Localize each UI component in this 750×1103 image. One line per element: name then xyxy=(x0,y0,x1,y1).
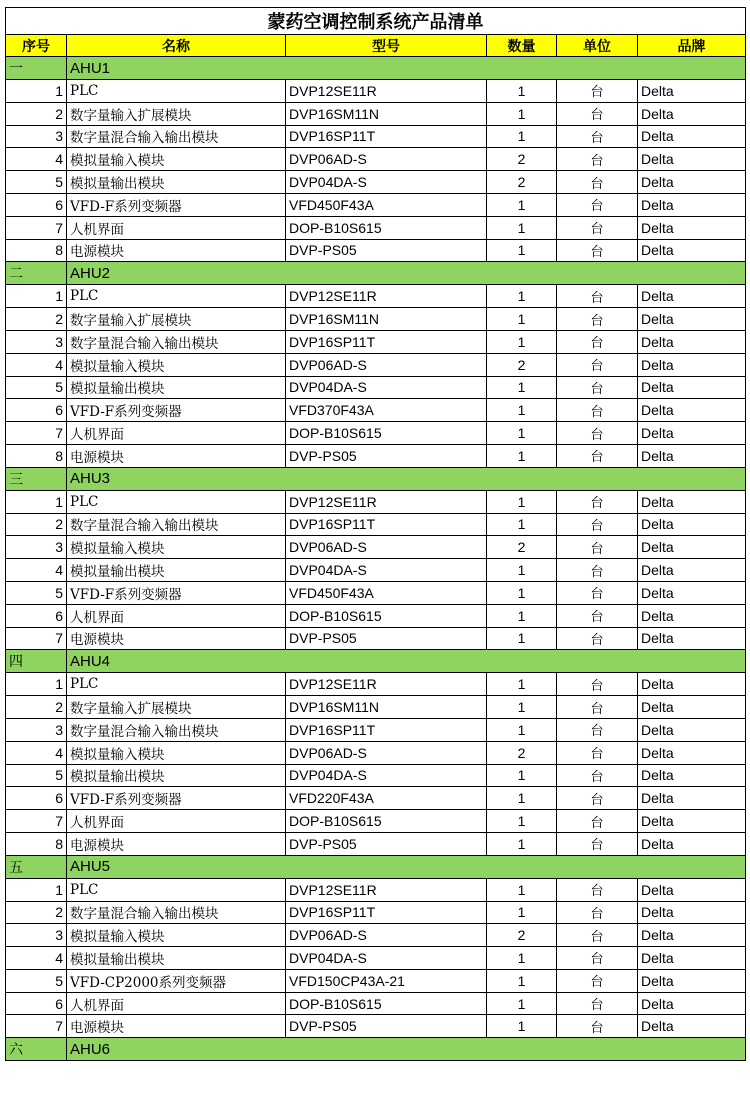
product-list-sheet xyxy=(5,7,745,1061)
cell-model: DVP12SE11R xyxy=(286,673,487,696)
table-row xyxy=(6,376,746,399)
cell-model: DVP06AD-S xyxy=(286,924,487,947)
cell-name: 人机界面 xyxy=(67,422,286,445)
cell-qty: 1 xyxy=(487,444,557,467)
cell-model: DVP06AD-S xyxy=(286,148,487,171)
cell-no: 8 xyxy=(6,832,67,855)
cell-no: 6 xyxy=(6,992,67,1015)
group-name: AHU5 xyxy=(67,855,746,878)
cell-brand: Delta xyxy=(638,513,746,536)
cell-brand: Delta xyxy=(638,832,746,855)
cell-no: 7 xyxy=(6,810,67,833)
cell-qty: 1 xyxy=(487,559,557,582)
cell-model: DVP16SM11N xyxy=(286,102,487,125)
cell-name: 电源模块 xyxy=(67,1015,286,1038)
cell-name: 电源模块 xyxy=(67,832,286,855)
cell-qty: 1 xyxy=(487,308,557,331)
cell-no: 1 xyxy=(6,878,67,901)
cell-brand: Delta xyxy=(638,353,746,376)
cell-brand: Delta xyxy=(638,376,746,399)
table-row xyxy=(6,353,746,376)
cell-name: VFD-F系列变频器 xyxy=(67,787,286,810)
cell-qty: 1 xyxy=(487,80,557,103)
cell-brand: Delta xyxy=(638,741,746,764)
cell-model: DVP04DA-S xyxy=(286,947,487,970)
cell-name: 模拟量输出模块 xyxy=(67,764,286,787)
cell-unit: 台 xyxy=(557,673,638,696)
cell-name: 模拟量输入模块 xyxy=(67,741,286,764)
cell-brand: Delta xyxy=(638,581,746,604)
cell-name: 数字量混合输入输出模块 xyxy=(67,330,286,353)
cell-no: 3 xyxy=(6,125,67,148)
cell-qty: 1 xyxy=(487,490,557,513)
cell-unit: 台 xyxy=(557,490,638,513)
cell-name: 电源模块 xyxy=(67,444,286,467)
cell-name: VFD-CP2000系列变频器 xyxy=(67,969,286,992)
cell-qty: 1 xyxy=(487,673,557,696)
cell-no: 6 xyxy=(6,399,67,422)
cell-qty: 2 xyxy=(487,148,557,171)
cell-qty: 1 xyxy=(487,513,557,536)
cell-model: DVP04DA-S xyxy=(286,559,487,582)
table-row xyxy=(6,193,746,216)
cell-no: 5 xyxy=(6,969,67,992)
table-row xyxy=(6,878,746,901)
cell-no: 1 xyxy=(6,673,67,696)
cell-brand: Delta xyxy=(638,239,746,262)
header-model: 型号 xyxy=(286,35,487,57)
cell-brand: Delta xyxy=(638,399,746,422)
cell-unit: 台 xyxy=(557,627,638,650)
cell-name: 数字量混合输入输出模块 xyxy=(67,718,286,741)
cell-unit: 台 xyxy=(557,1015,638,1038)
cell-qty: 2 xyxy=(487,171,557,194)
cell-no: 8 xyxy=(6,239,67,262)
cell-brand: Delta xyxy=(638,947,746,970)
cell-model: VFD220F43A xyxy=(286,787,487,810)
cell-brand: Delta xyxy=(638,787,746,810)
cell-unit: 台 xyxy=(557,102,638,125)
group-row xyxy=(6,650,746,673)
cell-brand: Delta xyxy=(638,878,746,901)
header-qty: 数量 xyxy=(487,35,557,57)
cell-model: DVP16SM11N xyxy=(286,696,487,719)
table-row xyxy=(6,627,746,650)
table-row xyxy=(6,399,746,422)
table-row xyxy=(6,718,746,741)
table-row xyxy=(6,559,746,582)
cell-name: 模拟量输入模块 xyxy=(67,148,286,171)
cell-brand: Delta xyxy=(638,330,746,353)
table-row xyxy=(6,148,746,171)
cell-qty: 1 xyxy=(487,969,557,992)
group-name: AHU4 xyxy=(67,650,746,673)
cell-unit: 台 xyxy=(557,399,638,422)
cell-no: 4 xyxy=(6,741,67,764)
cell-name: 人机界面 xyxy=(67,810,286,833)
cell-no: 6 xyxy=(6,787,67,810)
cell-qty: 1 xyxy=(487,1015,557,1038)
cell-no: 1 xyxy=(6,80,67,103)
table-row xyxy=(6,171,746,194)
cell-model: DVP06AD-S xyxy=(286,536,487,559)
cell-model: DVP16SP11T xyxy=(286,513,487,536)
cell-no: 4 xyxy=(6,947,67,970)
cell-unit: 台 xyxy=(557,810,638,833)
cell-name: VFD-F系列变频器 xyxy=(67,581,286,604)
cell-brand: Delta xyxy=(638,604,746,627)
cell-model: DVP04DA-S xyxy=(286,376,487,399)
cell-no: 2 xyxy=(6,308,67,331)
cell-brand: Delta xyxy=(638,490,746,513)
cell-qty: 2 xyxy=(487,353,557,376)
cell-brand: Delta xyxy=(638,673,746,696)
cell-name: 模拟量输出模块 xyxy=(67,559,286,582)
group-number: 一 xyxy=(6,57,67,80)
header-unit: 单位 xyxy=(557,35,638,57)
cell-unit: 台 xyxy=(557,559,638,582)
cell-qty: 1 xyxy=(487,718,557,741)
cell-brand: Delta xyxy=(638,171,746,194)
cell-qty: 2 xyxy=(487,924,557,947)
cell-brand: Delta xyxy=(638,992,746,1015)
cell-name: 模拟量输入模块 xyxy=(67,924,286,947)
table-row xyxy=(6,1015,746,1038)
cell-brand: Delta xyxy=(638,444,746,467)
cell-brand: Delta xyxy=(638,193,746,216)
cell-model: VFD150CP43A-21 xyxy=(286,969,487,992)
cell-no: 6 xyxy=(6,193,67,216)
table-row xyxy=(6,764,746,787)
cell-no: 5 xyxy=(6,171,67,194)
cell-no: 3 xyxy=(6,330,67,353)
cell-brand: Delta xyxy=(638,1015,746,1038)
cell-no: 4 xyxy=(6,559,67,582)
cell-brand: Delta xyxy=(638,102,746,125)
cell-no: 1 xyxy=(6,490,67,513)
cell-qty: 1 xyxy=(487,376,557,399)
cell-model: DVP-PS05 xyxy=(286,627,487,650)
cell-unit: 台 xyxy=(557,947,638,970)
cell-no: 2 xyxy=(6,102,67,125)
cell-qty: 1 xyxy=(487,193,557,216)
table-row xyxy=(6,924,746,947)
cell-name: PLC xyxy=(67,490,286,513)
table-row xyxy=(6,422,746,445)
cell-name: 数字量输入扩展模块 xyxy=(67,696,286,719)
group-number: 六 xyxy=(6,1038,67,1061)
group-number: 四 xyxy=(6,650,67,673)
title-row xyxy=(6,8,746,35)
cell-name: 模拟量输入模块 xyxy=(67,536,286,559)
group-row xyxy=(6,467,746,490)
table-row xyxy=(6,330,746,353)
cell-qty: 1 xyxy=(487,947,557,970)
cell-qty: 1 xyxy=(487,787,557,810)
cell-model: DVP16SM11N xyxy=(286,308,487,331)
cell-qty: 1 xyxy=(487,239,557,262)
cell-unit: 台 xyxy=(557,148,638,171)
cell-qty: 1 xyxy=(487,330,557,353)
table-row xyxy=(6,216,746,239)
table-row xyxy=(6,969,746,992)
cell-unit: 台 xyxy=(557,764,638,787)
cell-model: DVP06AD-S xyxy=(286,353,487,376)
cell-model: DVP04DA-S xyxy=(286,171,487,194)
cell-brand: Delta xyxy=(638,216,746,239)
cell-name: PLC xyxy=(67,285,286,308)
cell-qty: 1 xyxy=(487,581,557,604)
cell-name: 数字量混合输入输出模块 xyxy=(67,901,286,924)
cell-qty: 1 xyxy=(487,399,557,422)
cell-unit: 台 xyxy=(557,787,638,810)
cell-qty: 1 xyxy=(487,878,557,901)
cell-unit: 台 xyxy=(557,969,638,992)
cell-name: 模拟量输出模块 xyxy=(67,171,286,194)
cell-unit: 台 xyxy=(557,376,638,399)
cell-qty: 1 xyxy=(487,810,557,833)
cell-name: VFD-F系列变频器 xyxy=(67,193,286,216)
cell-model: DVP12SE11R xyxy=(286,878,487,901)
cell-no: 3 xyxy=(6,924,67,947)
header-row xyxy=(6,35,746,57)
cell-brand: Delta xyxy=(638,924,746,947)
cell-brand: Delta xyxy=(638,696,746,719)
table-row xyxy=(6,80,746,103)
group-number: 二 xyxy=(6,262,67,285)
table-row xyxy=(6,810,746,833)
cell-model: DVP-PS05 xyxy=(286,239,487,262)
table-row xyxy=(6,490,746,513)
cell-no: 7 xyxy=(6,1015,67,1038)
header-name: 名称 xyxy=(67,35,286,57)
cell-no: 8 xyxy=(6,444,67,467)
cell-model: DOP-B10S615 xyxy=(286,992,487,1015)
cell-brand: Delta xyxy=(638,422,746,445)
cell-model: VFD450F43A xyxy=(286,193,487,216)
cell-brand: Delta xyxy=(638,810,746,833)
cell-brand: Delta xyxy=(638,969,746,992)
group-number: 五 xyxy=(6,855,67,878)
cell-no: 2 xyxy=(6,696,67,719)
cell-no: 4 xyxy=(6,148,67,171)
cell-no: 5 xyxy=(6,376,67,399)
cell-unit: 台 xyxy=(557,878,638,901)
cell-unit: 台 xyxy=(557,422,638,445)
cell-name: 数字量混合输入输出模块 xyxy=(67,513,286,536)
cell-no: 7 xyxy=(6,216,67,239)
cell-model: DVP-PS05 xyxy=(286,1015,487,1038)
table-row xyxy=(6,696,746,719)
cell-no: 5 xyxy=(6,581,67,604)
cell-name: 电源模块 xyxy=(67,239,286,262)
group-row xyxy=(6,57,746,80)
cell-model: DVP16SP11T xyxy=(286,125,487,148)
cell-brand: Delta xyxy=(638,148,746,171)
group-row xyxy=(6,262,746,285)
cell-qty: 1 xyxy=(487,216,557,239)
header-brand: 品牌 xyxy=(638,35,746,57)
product-table xyxy=(5,7,746,1061)
cell-no: 7 xyxy=(6,422,67,445)
cell-qty: 1 xyxy=(487,604,557,627)
cell-unit: 台 xyxy=(557,353,638,376)
cell-model: DOP-B10S615 xyxy=(286,604,487,627)
group-row xyxy=(6,855,746,878)
cell-name: PLC xyxy=(67,80,286,103)
cell-no: 5 xyxy=(6,764,67,787)
cell-model: DVP-PS05 xyxy=(286,832,487,855)
table-row xyxy=(6,832,746,855)
cell-model: DVP12SE11R xyxy=(286,80,487,103)
cell-brand: Delta xyxy=(638,901,746,924)
cell-qty: 1 xyxy=(487,627,557,650)
cell-unit: 台 xyxy=(557,513,638,536)
cell-unit: 台 xyxy=(557,536,638,559)
cell-name: 数字量混合输入输出模块 xyxy=(67,125,286,148)
table-row xyxy=(6,239,746,262)
cell-no: 3 xyxy=(6,718,67,741)
cell-no: 4 xyxy=(6,353,67,376)
cell-qty: 2 xyxy=(487,741,557,764)
cell-unit: 台 xyxy=(557,216,638,239)
table-row xyxy=(6,992,746,1015)
cell-unit: 台 xyxy=(557,308,638,331)
cell-qty: 1 xyxy=(487,422,557,445)
table-row xyxy=(6,673,746,696)
table-row xyxy=(6,901,746,924)
cell-name: 电源模块 xyxy=(67,627,286,650)
table-row xyxy=(6,125,746,148)
group-name: AHU6 xyxy=(67,1038,746,1061)
cell-brand: Delta xyxy=(638,80,746,103)
cell-model: DOP-B10S615 xyxy=(286,216,487,239)
cell-model: VFD450F43A xyxy=(286,581,487,604)
cell-name: PLC xyxy=(67,878,286,901)
cell-qty: 2 xyxy=(487,536,557,559)
cell-model: DVP16SP11T xyxy=(286,330,487,353)
cell-model: DVP12SE11R xyxy=(286,490,487,513)
group-name: AHU1 xyxy=(67,57,746,80)
cell-unit: 台 xyxy=(557,444,638,467)
cell-no: 1 xyxy=(6,285,67,308)
cell-name: 模拟量输入模块 xyxy=(67,353,286,376)
table-row xyxy=(6,947,746,970)
cell-name: 模拟量输出模块 xyxy=(67,376,286,399)
table-row xyxy=(6,741,746,764)
cell-unit: 台 xyxy=(557,193,638,216)
table-row xyxy=(6,285,746,308)
cell-brand: Delta xyxy=(638,125,746,148)
cell-brand: Delta xyxy=(638,627,746,650)
table-row xyxy=(6,787,746,810)
table-row xyxy=(6,513,746,536)
cell-unit: 台 xyxy=(557,832,638,855)
table-row xyxy=(6,102,746,125)
group-name: AHU3 xyxy=(67,467,746,490)
cell-unit: 台 xyxy=(557,992,638,1015)
cell-qty: 1 xyxy=(487,102,557,125)
cell-model: DVP12SE11R xyxy=(286,285,487,308)
cell-unit: 台 xyxy=(557,330,638,353)
table-row xyxy=(6,581,746,604)
cell-unit: 台 xyxy=(557,696,638,719)
cell-model: DVP04DA-S xyxy=(286,764,487,787)
cell-model: VFD370F43A xyxy=(286,399,487,422)
cell-qty: 1 xyxy=(487,764,557,787)
cell-unit: 台 xyxy=(557,239,638,262)
cell-unit: 台 xyxy=(557,125,638,148)
cell-unit: 台 xyxy=(557,718,638,741)
cell-brand: Delta xyxy=(638,559,746,582)
table-row xyxy=(6,308,746,331)
cell-model: DOP-B10S615 xyxy=(286,422,487,445)
cell-brand: Delta xyxy=(638,718,746,741)
cell-model: DVP-PS05 xyxy=(286,444,487,467)
cell-qty: 1 xyxy=(487,901,557,924)
group-name: AHU2 xyxy=(67,262,746,285)
cell-no: 3 xyxy=(6,536,67,559)
cell-no: 2 xyxy=(6,901,67,924)
cell-no: 7 xyxy=(6,627,67,650)
cell-name: 人机界面 xyxy=(67,992,286,1015)
cell-name: 人机界面 xyxy=(67,604,286,627)
cell-name: 模拟量输出模块 xyxy=(67,947,286,970)
cell-name: 人机界面 xyxy=(67,216,286,239)
cell-unit: 台 xyxy=(557,901,638,924)
cell-brand: Delta xyxy=(638,308,746,331)
cell-name: PLC xyxy=(67,673,286,696)
header-no: 序号 xyxy=(6,35,67,57)
cell-qty: 1 xyxy=(487,285,557,308)
cell-brand: Delta xyxy=(638,536,746,559)
cell-model: DVP16SP11T xyxy=(286,718,487,741)
cell-unit: 台 xyxy=(557,924,638,947)
cell-brand: Delta xyxy=(638,285,746,308)
cell-unit: 台 xyxy=(557,741,638,764)
cell-unit: 台 xyxy=(557,171,638,194)
cell-no: 2 xyxy=(6,513,67,536)
cell-model: DOP-B10S615 xyxy=(286,810,487,833)
sheet-title: 蒙药空调控制系统产品清单 xyxy=(6,8,746,35)
cell-unit: 台 xyxy=(557,80,638,103)
cell-brand: Delta xyxy=(638,764,746,787)
cell-name: VFD-F系列变频器 xyxy=(67,399,286,422)
cell-no: 6 xyxy=(6,604,67,627)
cell-name: 数字量输入扩展模块 xyxy=(67,102,286,125)
table-row xyxy=(6,604,746,627)
cell-model: DVP06AD-S xyxy=(286,741,487,764)
cell-unit: 台 xyxy=(557,285,638,308)
group-row xyxy=(6,1038,746,1061)
cell-unit: 台 xyxy=(557,581,638,604)
cell-name: 数字量输入扩展模块 xyxy=(67,308,286,331)
cell-qty: 1 xyxy=(487,696,557,719)
table-row xyxy=(6,444,746,467)
cell-model: DVP16SP11T xyxy=(286,901,487,924)
cell-qty: 1 xyxy=(487,992,557,1015)
cell-qty: 1 xyxy=(487,125,557,148)
group-number: 三 xyxy=(6,467,67,490)
table-row xyxy=(6,536,746,559)
cell-unit: 台 xyxy=(557,604,638,627)
cell-qty: 1 xyxy=(487,832,557,855)
